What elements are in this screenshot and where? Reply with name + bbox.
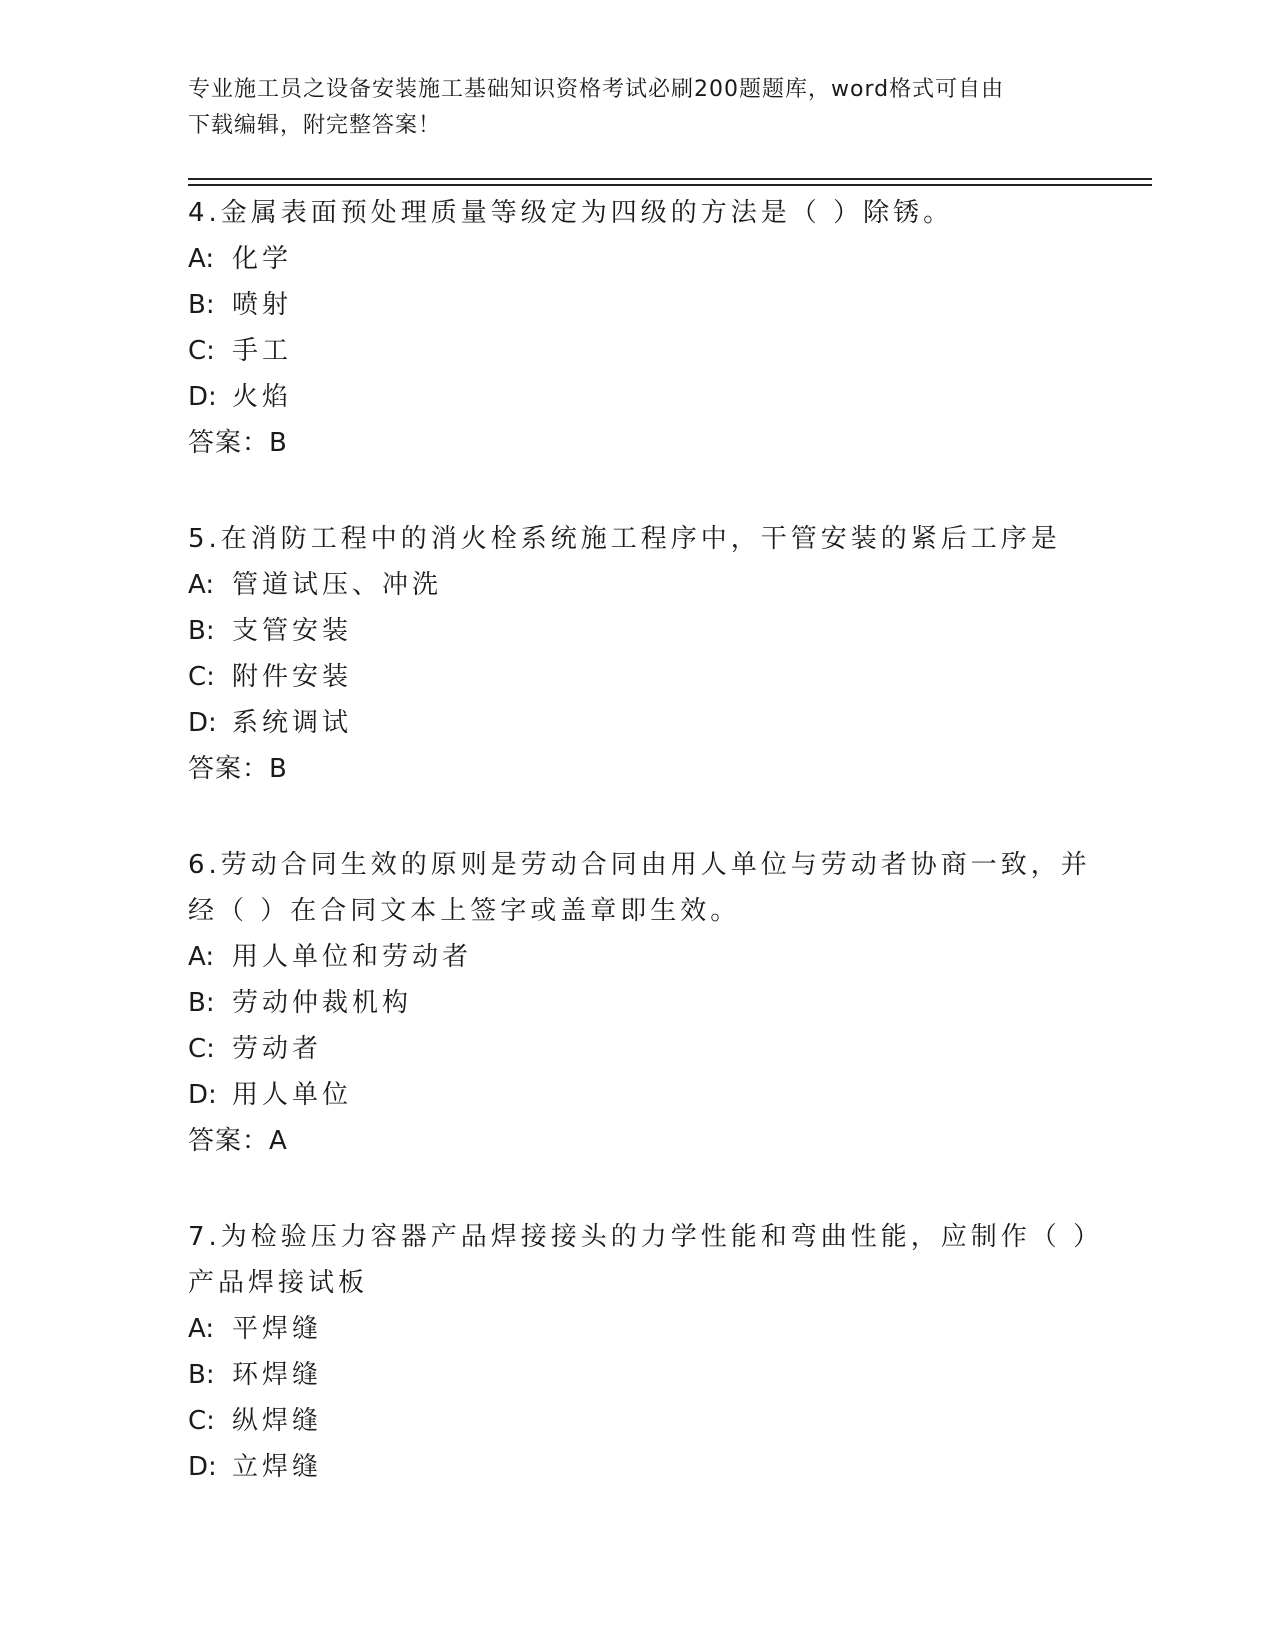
option-text: 用人单位和劳动者 — [232, 942, 473, 972]
option-a — [188, 1306, 1068, 1352]
option-a — [188, 236, 1068, 282]
option-text: 管道试压、冲洗 — [232, 570, 443, 600]
option-c — [188, 654, 1068, 700]
option-c — [188, 1026, 1068, 1072]
option-text: 纵焊缝 — [232, 1406, 323, 1436]
option-key: C: — [188, 336, 215, 366]
question-stem-line-2: 产品焊接试板 — [188, 1268, 369, 1298]
option-key: C: — [188, 1034, 215, 1064]
option-key: A: — [188, 1314, 215, 1344]
question-stem: 4.金属表面预处理质量等级定为四级的方法是（ ）除锈。 — [188, 198, 954, 228]
header-divider-top — [188, 178, 1152, 180]
option-text: 用人单位 — [232, 1080, 353, 1110]
header-line-2: 下载编辑，附完整答案！ — [188, 113, 442, 138]
option-text: 系统调试 — [232, 708, 353, 738]
answer-label: 答案：A — [188, 1126, 288, 1156]
header-divider-bottom — [188, 184, 1152, 186]
header-line-1: 专业施工员之设备安装施工基础知识资格考试必刷200题题库，word格式可自由 — [188, 77, 1005, 102]
question-4 — [188, 190, 1068, 466]
option-c — [188, 328, 1068, 374]
question-5 — [188, 516, 1068, 792]
option-key: D: — [188, 1452, 217, 1482]
option-key: B: — [188, 290, 215, 320]
option-text: 化学 — [232, 244, 293, 274]
option-a — [188, 562, 1068, 608]
option-key: B: — [188, 1360, 215, 1390]
option-text: 支管安装 — [232, 616, 353, 646]
option-key: D: — [188, 708, 217, 738]
option-text: 火焰 — [232, 382, 293, 412]
option-key: C: — [188, 662, 215, 692]
option-key: A: — [188, 942, 215, 972]
option-b — [188, 980, 1068, 1026]
option-text: 劳动仲裁机构 — [232, 988, 413, 1018]
option-key: A: — [188, 570, 215, 600]
option-d — [188, 1444, 1068, 1490]
option-b — [188, 282, 1068, 328]
question-7 — [188, 1214, 1104, 1490]
question-stem-line-1: 6.劳动合同生效的原则是劳动合同由用人单位与劳动者协商一致，并 — [188, 850, 1091, 880]
option-key: A: — [188, 244, 215, 274]
option-text: 喷射 — [232, 290, 293, 320]
answer-label: 答案：B — [188, 754, 288, 784]
option-a — [188, 934, 1068, 980]
question-list — [188, 190, 1104, 1540]
option-b — [188, 1352, 1068, 1398]
question-stem: 5.在消防工程中的消火栓系统施工程序中，干管安装的紧后工序是 — [188, 524, 1061, 554]
option-text: 平焊缝 — [232, 1314, 323, 1344]
document-header — [188, 72, 1068, 144]
option-text: 立焊缝 — [232, 1452, 323, 1482]
option-text: 手工 — [232, 336, 293, 366]
question-stem-line-2: 经（ ）在合同文本上签字或盖章即生效。 — [188, 896, 741, 926]
option-d — [188, 1072, 1068, 1118]
option-key: C: — [188, 1406, 215, 1436]
option-key: D: — [188, 382, 217, 412]
answer-label: 答案：B — [188, 428, 288, 458]
option-c — [188, 1398, 1068, 1444]
option-text: 环焊缝 — [232, 1360, 323, 1390]
question-6 — [188, 842, 1091, 1164]
option-d — [188, 374, 1068, 420]
option-text: 劳动者 — [232, 1034, 323, 1064]
option-key: B: — [188, 616, 215, 646]
option-d — [188, 700, 1068, 746]
option-key: D: — [188, 1080, 217, 1110]
option-text: 附件安装 — [232, 662, 353, 692]
option-b — [188, 608, 1068, 654]
question-stem-line-1: 7.为检验压力容器产品焊接接头的力学性能和弯曲性能，应制作（ ） — [188, 1222, 1104, 1252]
option-key: B: — [188, 988, 215, 1018]
